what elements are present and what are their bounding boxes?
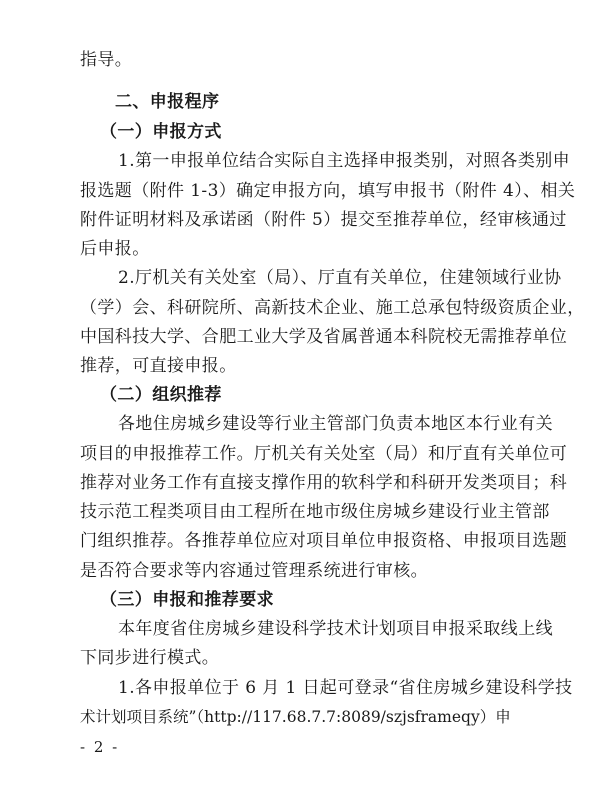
text-line: 1.各申报单位于 6 月 1 日起可登录“省住房城乡建设科学技 <box>118 678 573 698</box>
text-line: （学）会、科研院所、高新技术企业、施工总承包特级资质企业， <box>80 298 585 318</box>
subsection-heading: （一）申报方式 <box>100 122 222 142</box>
text-line: 项目的申报推荐工作。厅机关有关处室（局）和厅直有关单位可 <box>80 444 568 464</box>
section-heading: 二、申报程序 <box>115 92 220 112</box>
text-line: 门组织推荐。各推荐单位应对项目单位申报资格、申报项目选题 <box>80 531 568 551</box>
text-line: 本年度省住房城乡建设科学技术计划项目申报采取线上线 <box>118 619 553 639</box>
text-line: 技示范工程类项目由工程所在地市级住房城乡建设行业主管部 <box>80 502 550 522</box>
text-line: 附件证明材料及承诺函（附件 5）提交至推荐单位，经审核通过 <box>80 210 567 230</box>
text-line: 1.第一申报单位结合实际自主选择申报类别，对照各类别申 <box>118 151 571 171</box>
text-line: 报选题（附件 1-3）确定申报方向，填写申报书（附件 4）、相关 <box>80 181 576 201</box>
text-line: 下同步进行模式。 <box>80 648 220 668</box>
text-line: 各地住房城乡建设等行业主管部门负责本地区本行业有关 <box>118 414 553 434</box>
text-line: 是否符合要求等内容通过管理系统进行审核。 <box>80 561 428 581</box>
subsection-heading: （三）申报和推荐要求 <box>100 590 274 610</box>
subsection-heading: （二）组织推荐 <box>100 385 222 405</box>
text-line: 推荐，可直接申报。 <box>80 356 237 376</box>
page-number: - 2 - <box>80 738 120 756</box>
text-line: 指导。 <box>80 50 133 70</box>
text-line: 2.厅机关有关处室（局）、厅直有关单位，住建领域行业协 <box>118 268 562 288</box>
text-line: 术计划项目系统”（http://117.68.7.7:8089/szjsframeqy）申 <box>80 708 511 726</box>
text-line: 中国科技大学、合肥工业大学及省属普通本科院校无需推荐单位 <box>80 327 568 347</box>
text-line: 后申报。 <box>80 239 150 259</box>
text-line: 推荐对业务工作有直接支撑作用的软科学和科研开发类项目；科 <box>80 473 568 493</box>
